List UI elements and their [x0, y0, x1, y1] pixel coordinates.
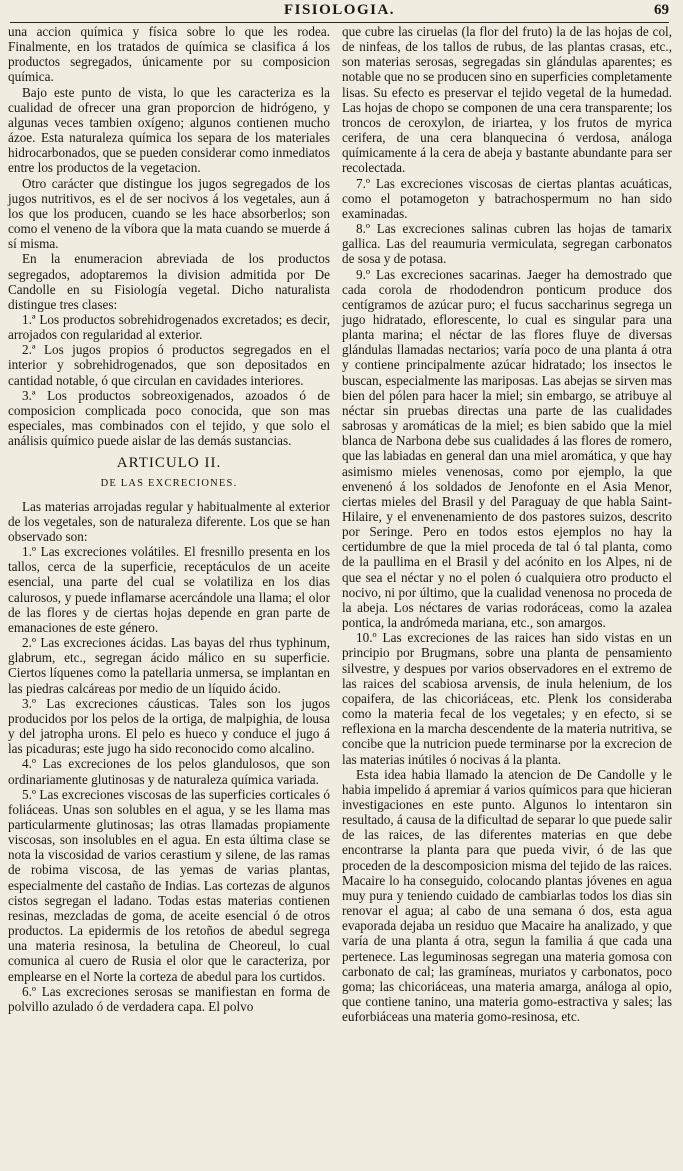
paragraph: una accion química y física sobre lo que les rodea. Finalmente, en los tratados de química se clasifica á los productos segregados, únicamente por su composicion química.: [8, 24, 330, 85]
paragraph: Las materias arrojadas regular y habitualmente al exterior de los vegetales, son de naturaleza diferente. Los que se han observado son:: [8, 498, 330, 544]
right-column: [342, 24, 672, 1024]
paragraph: 5.º Las excreciones viscosas de las superficies corticales ó foliáceas. Unas son solubles en el agua, y se les llama mas particularmente glutinosas; las otras llamadas propiamente viscosas, son insolubles en el agua. En esta última clase se nota la viscosidad de varios cerastium y silene, de las ramas de robima viscosa, de las yemas de varias plantas, especialmente del castaño de Indias. Las cortezas de algunos cistos segregan el ladano. Todas estas materias contienen resinas, mezcladas de goma, de aceite esencial ó de otros productos. La epidermis de los retoños de abedul segrega una materia resinosa, la betulina de Cheoreul, lo cual comunica al cuero de Rusia el olor que le caracteriza, por emplearse en el Norte la corteza de abedul para los curtidos.: [8, 786, 330, 984]
page-header: [10, 2, 669, 23]
paragraph: 2.º Las excreciones ácidas. Las bayas del rhus typhinum, glabrum, etc., segregan ácido málico en su superficie. Ciertos líquenes como la patellaria unmersa, se implantan en las piedras calcáreas por medio de un líquido ácido.: [8, 635, 330, 696]
paragraph: Bajo este punto de vista, lo que les caracteriza es la cualidad de ofrecer una gran proporcion de hidrógeno, y algunas veces tambien oxígeno; algunos contienen mucho ázoe. Esta naturaleza química los separa de los materiales hidrocarbonados, que se pueden considerar como inmediatos entre los productos de la vegetacion.: [8, 84, 330, 176]
paragraph: 3.ª Los productos sobreoxigenados, azoados ó de composicion complicada poco conocida, que son mas especiales, mas combinados con el tejido, y que solo el análisis químico puede aislar de las demás sustancias.: [8, 387, 330, 449]
running-head: FISIOLOGIA.: [283, 2, 396, 18]
section-heading: ARTICULO II.: [116, 455, 222, 472]
paragraph: En la enumeracion abreviada de los productos segregados, adoptaremos la division admitida por De Candolle en su Fisiología vegetal. Dicho naturalista distingue tres clases:: [8, 251, 330, 312]
paragraph: 7.º Las excreciones viscosas de ciertas plantas acuáticas, como el potamogeton y batrachospermum no han sido examinadas.: [342, 175, 672, 221]
paragraph: 2.ª Los jugos propios ó productos segregados en el interior y sobrehidrogenados, que son depositados en cantidad notable, ó que circulan en cavidades interiores.: [8, 342, 330, 388]
paragraph: 8.º Las excreciones salinas cubren las hojas de tamarix gallica. Las del reaumuria vermiculata, segregan carbonatos de sosa y de potasa.: [342, 221, 672, 267]
paragraph: Esta idea habia llamado la atencion de De Candolle y le habia impelido á apremiar á varios químicos para que hicieran investigaciones en este punto. Algunos lo intentaron sin resultado, á causa de la dificultad de separar lo que puede salir de las raices, de las diferentes materias en que debe encontrarse la planta para que pueda vivir, ó de las que proceden de la descomposicion misma del tejido de las raices. Macaire lo ha conseguido, colocando plantas jóvenes en agua muy pura y teniendo cuidado de cambiarlas todos los dias sin renovar el agua; al cabo de una semana ó dos, esta agua evaporada dejaba un residuo que Macaire ha analizado, y que varía de una planta á otra, segun la familia á que cada una pertenece. Las leguminosas segregan una materia gomosa con carbonato de cal; las gramíneas, muriatos y carbonatos, poco goma; las chicoriáceas, una materia amarga, análoga al opio, que contiene tanino, una materia gomo-estractiva y sales; las euforbiáceas una materia gomo-resinosa, etc.: [342, 766, 672, 1025]
paragraph: 1.ª Los productos sobrehidrogenados excretados; es decir, arrojados con regularidad al exterior.: [8, 311, 330, 343]
paragraph: 10.º Las excreciones de las raices han sido vistas en un principio por Brugmans, sobre una planta de pensamiento silvestre, y despues por varios observadores en el extremo de las raices del scabiosa arvensis, de inula helenium, de los copaifera, de las chicoriáceas, etc. Plenk los consideraba como la materia fecal de los vegetales; y en efecto, si se reflexiona en la marcha descendente de la materia nutritiva, se concibe que la nutricion puede terminarse por la excrecion de las materias inútiles ó nocivas á la planta.: [342, 630, 672, 767]
section-subheading: DE LAS EXCRECIONES.: [100, 477, 238, 489]
paragraph: 1.º Las excreciones volátiles. El fresnillo presenta en los tallos, cerca de la superficie, receptáculos de un aceite esencial, una parte del cual se volatiliza en los dias calurosos, y puede inflamarse acercándole una llama; el olor de las flores y de ciertas hojas depende en gran parte de emanaciones de este género.: [8, 544, 330, 635]
paragraph: 6.º Las excreciones serosas se manifiestan en forma de polvillo azulado ó de verdadera capa. El polvo: [8, 983, 330, 1014]
left-column: [8, 24, 330, 1014]
paragraph: que cubre las ciruelas (la flor del fruto) la de las hojas de col, de ninfeas, de los tallos de rubus, de las plantas crasas, etc., son materias serosas, segregadas sin glándulas aparentes; es notable que no se producen sino en superficies completamente lisas. Su efecto es preservar el tejido vegetal de la humedad. Las hojas de chopo se componen de una cera transparente; los troncos de ceroxylon, de iriartea, y los frutos de myrica cerifera, de una cera blanquecina ó verdosa, análoga químicamente á la cera de abeja y bastante abundante para ser recolectada.: [342, 24, 672, 176]
paragraph: 3.º Las excreciones cáusticas. Tales son los jugos producidos por los pelos de la ortiga, de malpighia, de lousa y del jatropha urons. El pelo es hueco y conduce el jugo á las picaduras; este jugo ha sido reconocido como alcalino.: [8, 695, 330, 757]
paragraph: 4.º Las excreciones de los pelos glandulosos, que son ordinariamente glutinosas y de naturaleza química variada.: [8, 756, 330, 787]
paragraph: 9.º Las excreciones sacarinas. Jaeger ha demostrado que cada corola de rhododendron ponticum produce dos centígramos de azúcar puro; el fucus saccharinus segrega un jugo hidratado, eflorescente, lo cual es singular para una planta marina; el néctar de las flores fluye de diversas glándulas llamadas nectarios; varía poco de una planta á otra y contiene principalmente azúcar hidratado; los insectos le buscan, especialmente las mariposas. Las abejas se sirven mas bien del pólen para hacer la miel; sin embargo, se atribuye al néctar sin pruebas directas una parte de las cualidades sabrosas y aromáticas de la miel; es bien sabido que la miel blanca de Narbona debe sus cualidades á las flores de romero, que las labiadas en general dan una miel aromática, y que hay asimismo mieles venenosas, como por ejemplo, la que envenenó á los soldados de Jenofonte en el Asia Menor, ciertas mieles del Brasil y del Paraguay de que habla Saint-Hilaire, y el envenenamiento de dos pastores suizos, descrito por Seringe. Pero en todos estos ejemplos no hay la certidumbre de que la miel proceda de tal ó tal planta, como de la paullima en el Brasil y del acónito en los Alpes, ni de que sea el néctar y no el polen ó cualquiera otro producto el nocivo, ni por último, que la cualidad venenosa no proceda de la abeja. Los néctares de varias rodoráceas, como la azalea pontica, la andrómeda mariana, etc., son amargos.: [342, 266, 672, 631]
paragraph: Otro carácter que distingue los jugos segregados de los jugos nutritivos, es el de ser nocivos á los vegetales, aun á los que los producen, cuando se les hace absorberlos; son como el veneno de la víbora que la mata cuando se muerde á sí misma.: [8, 175, 330, 252]
page-number: 69: [654, 2, 669, 18]
